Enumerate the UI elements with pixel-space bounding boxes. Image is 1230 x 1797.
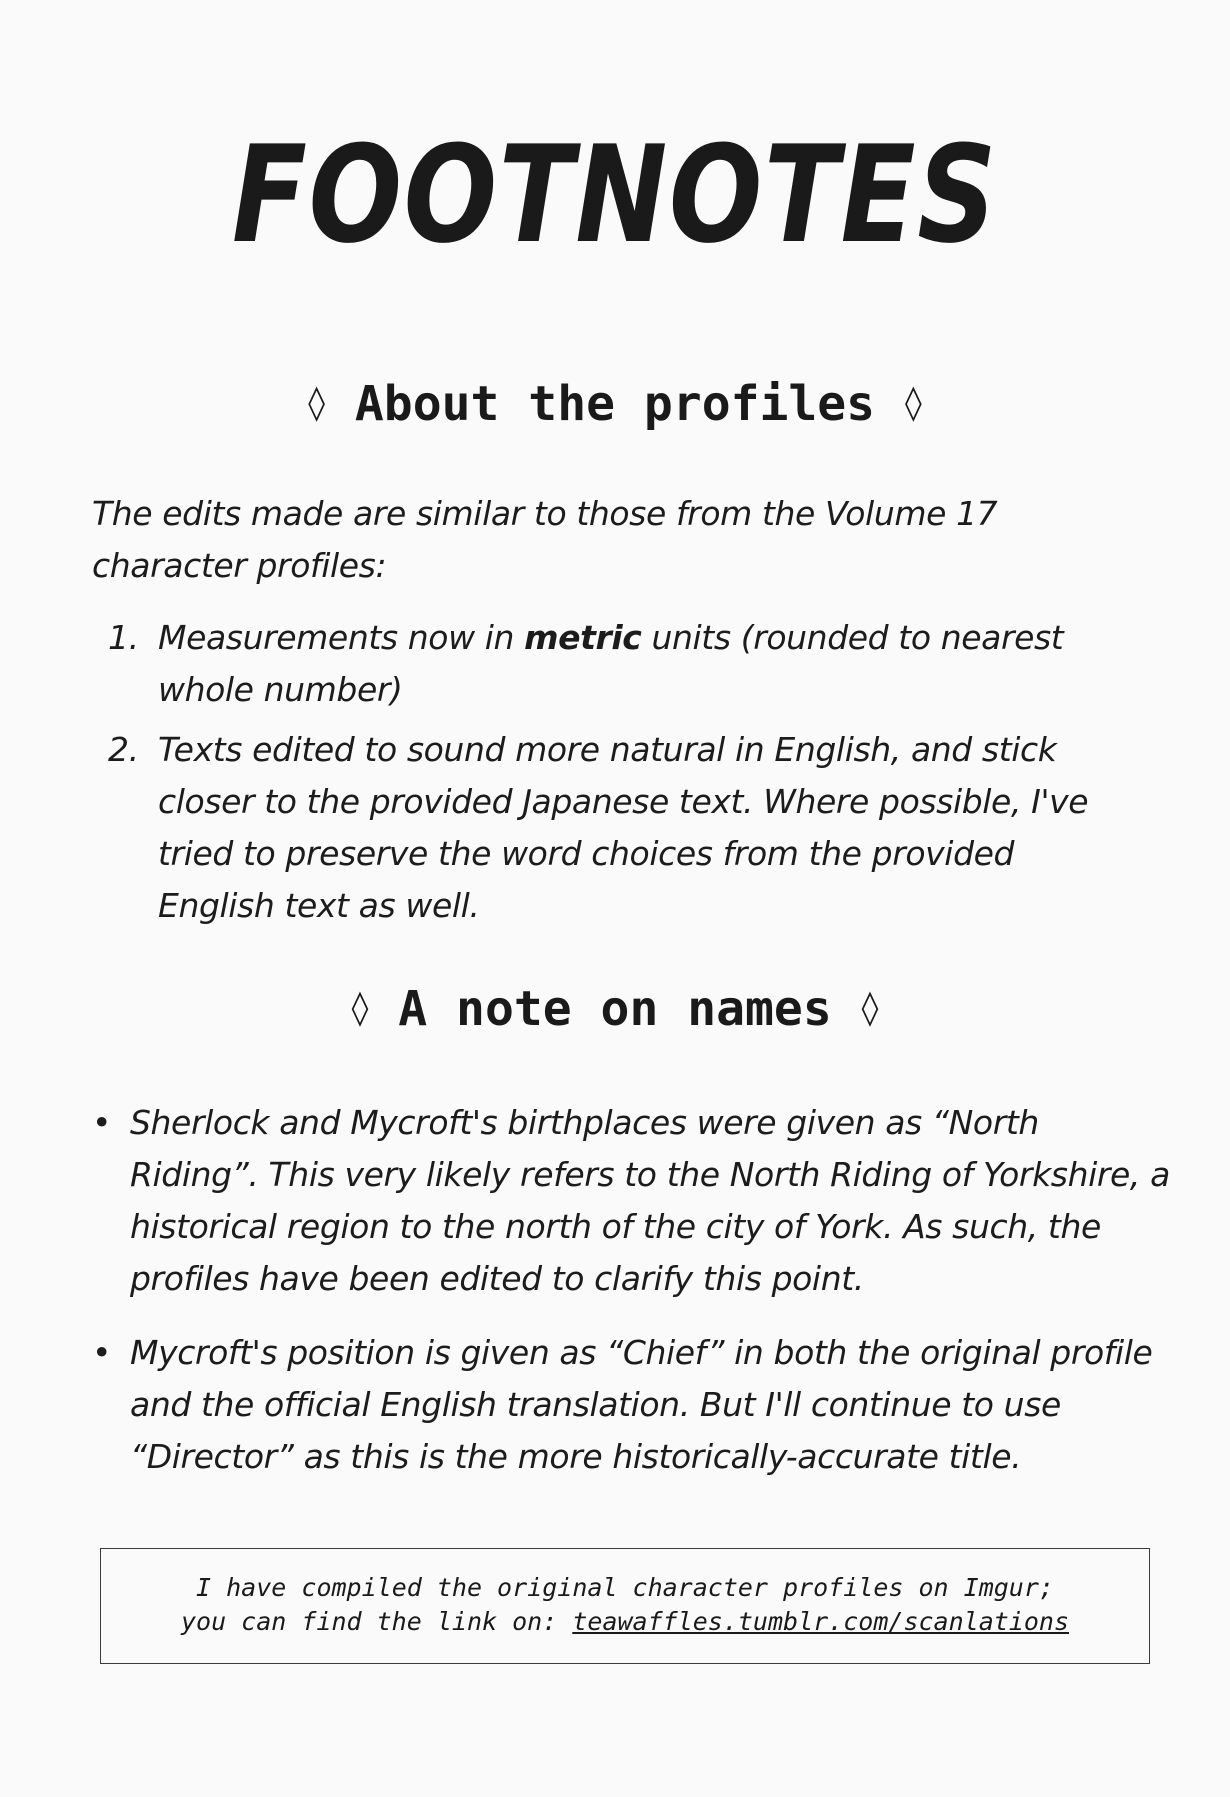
note-line-2-prefix: you can find the link on:	[180, 1607, 573, 1636]
diamond-icon: ◊	[349, 988, 371, 1028]
profiles-intro: The edits made are similar to those from the Volume 17 character profiles:	[92, 494, 998, 585]
diamond-icon: ◊	[903, 383, 924, 423]
emphasis-text: metric	[524, 618, 642, 657]
names-note-list	[90, 1097, 1170, 1505]
list-item-text: Sherlock and Mycroft's birthplaces were given as “North Riding”. This very likely refers to the North Riding of Yorkshire, a historical region to the north of the city of York. As such, the profiles have been edited to clarify this point.	[130, 1103, 1170, 1298]
profiles-edit-list	[92, 612, 1132, 940]
scanlations-link[interactable]: teawaffles.tumblr.com/scanlations	[572, 1607, 1070, 1636]
list-number: 1.	[108, 618, 139, 657]
diamond-icon: ◊	[859, 988, 881, 1028]
note-line-1: I have compiled the original character profiles on Imgur;	[196, 1573, 1054, 1602]
bullet-icon: •	[92, 1333, 112, 1372]
list-item-text: Texts edited to sound more natural in English, and stick closer to the provided Japanese text. Where possible, I've tried to preserve the word choices from the provided English text as well.	[158, 730, 1089, 925]
bullet-icon: •	[92, 1103, 112, 1142]
list-item-text-start: Measurements now in	[158, 618, 525, 657]
list-item	[92, 612, 1132, 716]
list-number: 2.	[108, 730, 139, 769]
list-item	[92, 724, 1132, 932]
list-item-text: Mycroft's position is given as “Chief” in both the original profile and the official English translation. But I'll continue to use “Director” as this is the more historically-accurate title.	[130, 1333, 1153, 1476]
page-title: FOOTNOTES	[231, 117, 999, 273]
section-heading-text: A note on names	[398, 981, 832, 1037]
imgur-note-box	[100, 1548, 1150, 1664]
list-item	[90, 1097, 1170, 1305]
note-line-2	[101, 1605, 1149, 1639]
diamond-icon: ◊	[306, 383, 327, 423]
list-item-text-end: units (rounded to nearest whole number)	[158, 618, 1064, 709]
list-item	[90, 1327, 1170, 1483]
section-heading-profiles	[0, 376, 1230, 432]
section-heading-names	[0, 981, 1230, 1037]
section-heading-text: About the profiles	[354, 376, 876, 432]
